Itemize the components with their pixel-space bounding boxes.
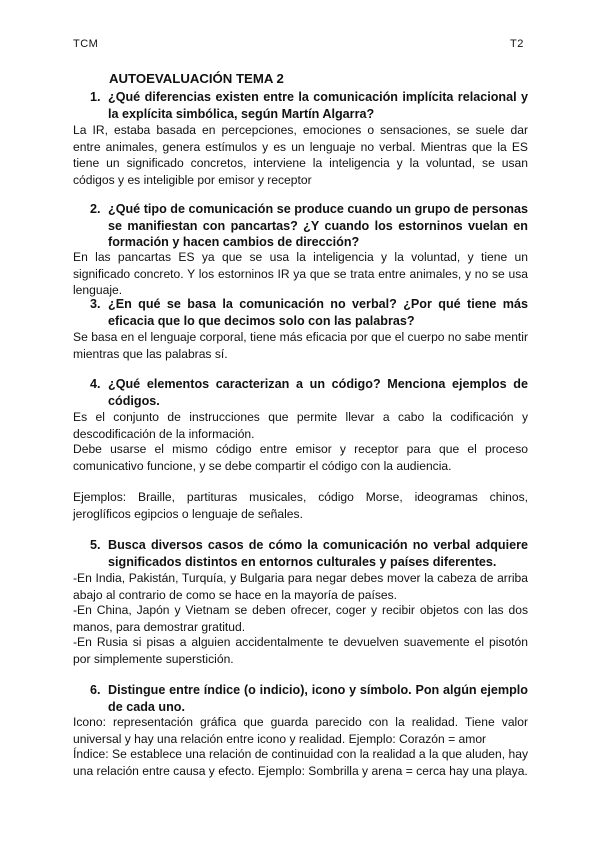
question-1	[90, 89, 528, 122]
answer-4-usage: Debe usarse el mismo código entre emisor y receptor para que el proceso comunicativo funcione, y se debe compartir el código con la audiencia.	[73, 442, 528, 473]
answer-4-examples: Ejemplos: Braille, partituras musicales, código Morse, ideogramas chinos, jeroglíficos egipcios o lenguaje de señales.	[73, 490, 528, 521]
page-title: AUTOEVALUACIÓN TEMA 2	[109, 71, 284, 86]
question-4	[90, 376, 528, 409]
question-5	[90, 537, 528, 570]
answer-3: Se basa en el lenguaje corporal, tiene más eficacia por que el cuerpo no sabe mentir mientras que las palabras sí.	[73, 330, 528, 361]
answer-5-case-1: -En India, Pakistán, Turquía, y Bulgaria para negar debes mover la cabeza de arriba abajo al contrario de como se hace en la mayoría de países.	[73, 571, 528, 602]
question-3	[90, 296, 528, 329]
question-text: ¿Qué tipo de comunicación se produce cuando un grupo de personas se manifiestan con pancartas? ¿Y cuando los estorninos vuelan en formación y hacen cambios de dirección?	[108, 202, 528, 249]
answer-6-icono: Icono: representación gráfica que guarda parecido con la realidad. Tiene valor universal y hay una relación entre icono y realidad. Ejemplo: Corazón = amor	[73, 715, 528, 746]
question-text: Distingue entre índice (o indicio), icono y símbolo. Pon algún ejemplo de cada uno.	[108, 683, 528, 714]
question-number: 3.	[90, 297, 101, 311]
answer-1: La IR, estaba basada en percepciones, emociones o sensaciones, se suele dar entre animales, genera estímulos y es un lenguaje no verbal. Mientras que la ES tiene un significado concretos, interviene la inteligencia y la voluntad, se usan códigos y es inteligible por emisor y receptor	[73, 123, 528, 187]
question-number: 2.	[90, 202, 101, 216]
question-text: ¿Qué elementos caracterizan a un código? Menciona ejemplos de códigos.	[108, 377, 528, 408]
question-text: ¿Qué diferencias existen entre la comunicación implícita relacional y la explícita simbólica, según Martín Algarra?	[108, 90, 528, 121]
question-2	[90, 201, 528, 251]
question-number: 5.	[90, 538, 101, 552]
answer-5-case-3: -En Rusia si pisas a alguien accidentalmente te devuelven suavemente el pisotón por simplemente superstición.	[73, 635, 528, 666]
header-left: TCM	[73, 38, 99, 50]
answer-5-case-2: -En China, Japón y Vietnam se deben ofrecer, coger y recibir objetos con las dos manos, para demostrar gratitud.	[73, 603, 528, 634]
question-number: 1.	[90, 90, 101, 104]
answer-6-indice: Índice: Se establece una relación de continuidad con la realidad a la que aluden, hay una relación entre causa y efecto. Ejemplo: Sombrilla y arena = cerca hay una playa.	[73, 747, 528, 778]
question-text: Busca diversos casos de cómo la comunicación no verbal adquiere significados distintos en entornos culturales y países diferentes.	[108, 538, 528, 569]
question-number: 4.	[90, 377, 101, 391]
header-right: T2	[510, 38, 524, 50]
question-text: ¿En qué se basa la comunicación no verbal? ¿Por qué tiene más eficacia que lo que decimos solo con las palabras?	[108, 297, 528, 328]
question-6	[90, 682, 528, 715]
answer-2: En las pancartas ES ya que se usa la inteligencia y la voluntad, y tiene un significado concreto. Y los estorninos IR ya que se trata entre animales, y no se usa lenguaje.	[73, 250, 528, 297]
answer-4-definition: Es el conjunto de instrucciones que permite llevar a cabo la codificación y descodificación de la información.	[73, 410, 528, 441]
question-number: 6.	[90, 683, 101, 697]
